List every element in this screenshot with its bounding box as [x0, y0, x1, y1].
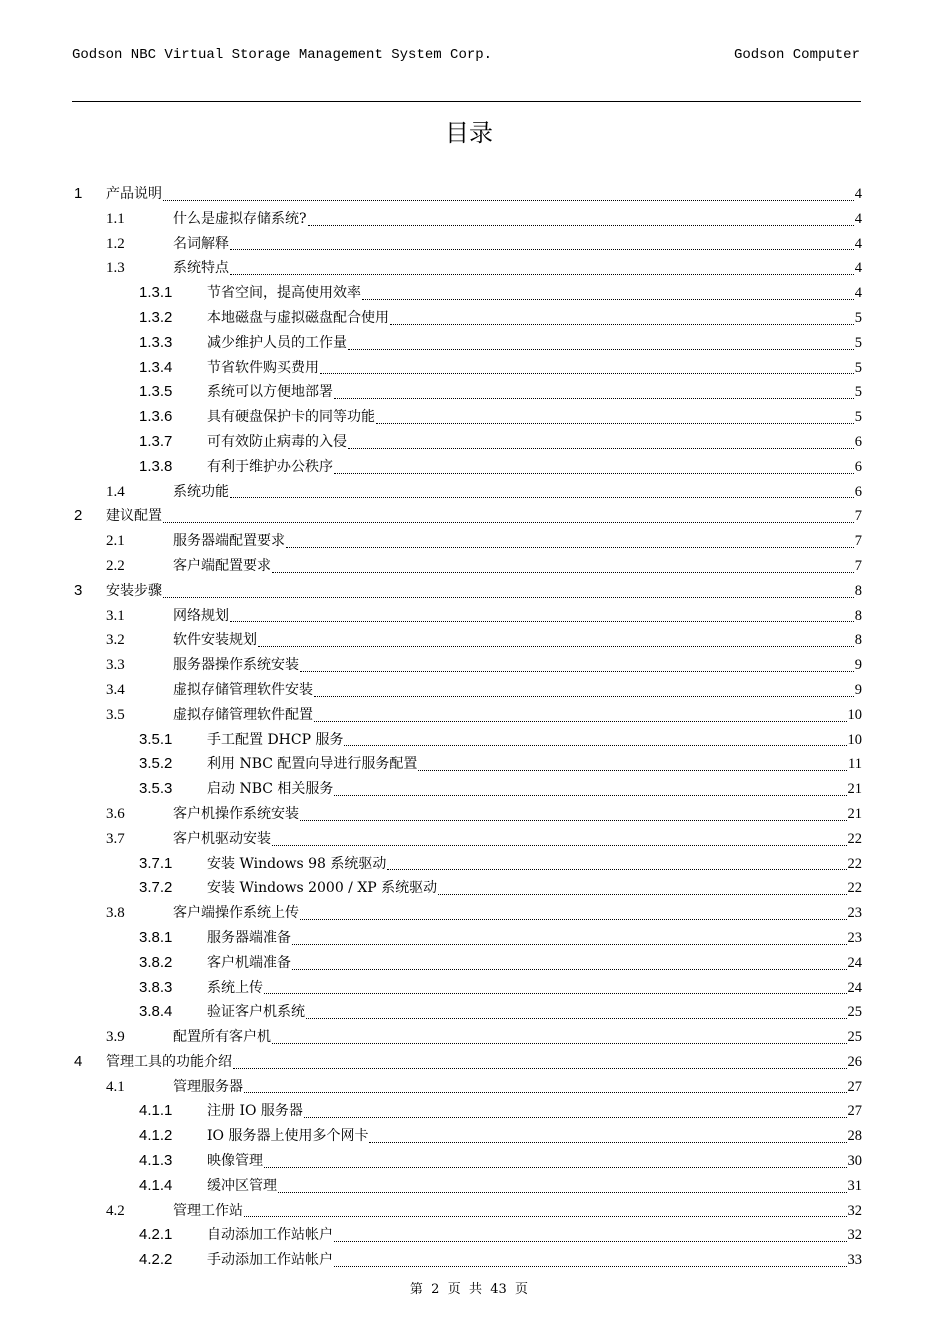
toc-dot-leader [362, 298, 854, 300]
toc-entry-number: 4 [74, 1052, 83, 1070]
toc-entry[interactable] [72, 678, 862, 703]
toc-dot-leader [272, 844, 847, 846]
toc-entry-number: 2.2 [106, 557, 125, 574]
toc-entry-number: 1.3.2 [139, 308, 173, 326]
toc-entry-number: 3.3 [106, 657, 125, 674]
toc-entry-title: 服务器端配置要求 [173, 533, 285, 550]
toc-dot-leader [300, 918, 847, 920]
toc-entry-title: 客户端操作系统上传 [173, 905, 299, 922]
toc-dot-leader [438, 893, 846, 895]
toc-entry-body [173, 1075, 862, 1100]
toc-entry-body [207, 1174, 862, 1199]
toc-entry-number: 3.8 [106, 905, 125, 922]
toc-entry-title: 客户机端准备 [207, 954, 291, 971]
toc-entry-body [173, 827, 862, 852]
toc-dot-leader [308, 224, 854, 226]
toc-entry-title: 客户机驱动安装 [173, 830, 271, 847]
toc-entry[interactable] [72, 380, 862, 405]
toc-dot-leader [304, 1116, 847, 1118]
toc-dot-leader [286, 546, 854, 548]
toc-entry-number: 4.2 [106, 1202, 125, 1219]
toc-dot-leader [272, 571, 854, 573]
toc-entry-number: 4.2.2 [139, 1251, 173, 1269]
toc-entry-number: 3.7.1 [139, 854, 173, 872]
toc-entry-number: 1.3.8 [139, 457, 173, 475]
toc-entry[interactable] [72, 653, 862, 678]
toc-entry[interactable] [72, 1174, 862, 1199]
toc-entry[interactable] [72, 256, 862, 281]
toc-entry-body [207, 1223, 862, 1248]
toc-entry-page: 8 [854, 582, 862, 599]
toc-dot-leader [314, 720, 847, 722]
toc-entry-body [106, 579, 862, 604]
toc-entry[interactable] [72, 504, 862, 529]
toc-entry-number: 4.1.2 [139, 1127, 173, 1145]
toc-entry-title: 手动添加工作站帐户 [207, 1252, 333, 1269]
toc-dot-leader [387, 868, 846, 870]
toc-entry-title: 名词解释 [173, 235, 229, 252]
toc-entry[interactable] [72, 430, 862, 455]
toc-entry-number: 3.5.1 [139, 730, 173, 748]
toc-entry-page: 5 [854, 334, 862, 351]
toc-entry-title: 启动 NBC 相关服务 [207, 781, 334, 798]
toc-entry-title: 利用 NBC 配置向导进行服务配置 [207, 756, 418, 773]
toc-entry-body [207, 455, 862, 480]
toc-entry-page: 24 [847, 954, 862, 971]
toc-entry-page: 23 [847, 905, 862, 922]
toc-entry[interactable] [72, 1099, 862, 1124]
toc-entry-body [207, 752, 862, 777]
toc-dot-leader [390, 323, 854, 325]
toc-entry-page: 7 [854, 557, 862, 574]
toc-entry-body [207, 380, 862, 405]
toc-entry[interactable] [72, 281, 862, 306]
toc-dot-leader [163, 596, 854, 598]
toc-entry-number: 2.1 [106, 533, 125, 550]
toc-entry-title: 服务器操作系统安装 [173, 657, 299, 674]
toc-entry[interactable] [72, 1124, 862, 1149]
toc-entry-title: 本地磁盘与虚拟磁盘配合使用 [207, 309, 389, 326]
toc-entry-title: 安装步骤 [106, 582, 162, 599]
toc-entry-title: 减少维护人员的工作量 [207, 334, 347, 351]
toc-entry-title: 客户机操作系统安装 [173, 805, 299, 822]
toc-entry-title: 虚拟存储管理软件配置 [173, 706, 313, 723]
toc-entry-number: 3.6 [106, 805, 125, 822]
toc-entry-title: 具有硬盘保护卡的同等功能 [207, 409, 375, 426]
toc-entry-page: 5 [854, 409, 862, 426]
header-divider [72, 101, 861, 102]
toc-entry-page: 10 [847, 731, 862, 748]
toc-dot-leader [334, 1265, 847, 1267]
toc-entry-page: 32 [847, 1202, 862, 1219]
toc-dot-leader [334, 397, 854, 399]
toc-entry[interactable] [72, 752, 862, 777]
toc-entry-title: 服务器端准备 [207, 929, 291, 946]
toc-entry-page: 25 [847, 1004, 862, 1021]
toc-entry-number: 1.3.3 [139, 333, 173, 351]
toc-entry[interactable] [72, 728, 862, 753]
toc-dot-leader [344, 744, 846, 746]
toc-dot-leader [244, 1091, 847, 1093]
toc-entry-page: 27 [847, 1078, 862, 1095]
toc-entry-body [173, 529, 862, 554]
toc-entry-title: 自动添加工作站帐户 [207, 1227, 333, 1244]
toc-entry-title: 管理服务器 [173, 1078, 243, 1095]
toc-entry-number: 4.2.1 [139, 1226, 173, 1244]
toc-entry-title: 安装 Windows 2000 / XP 系统驱动 [207, 880, 438, 897]
toc-entry-number: 3 [74, 581, 83, 599]
toc-entry-page: 27 [847, 1103, 862, 1120]
toc-entry-body [207, 331, 862, 356]
header-document-title: Godson NBC Virtual Storage Management System Corp. [72, 47, 493, 63]
toc-entry[interactable] [72, 480, 862, 505]
toc-entry-body [173, 554, 862, 579]
toc-entry-title: 安装 Windows 98 系统驱动 [207, 855, 387, 872]
toc-dot-leader [292, 968, 847, 970]
toc-entry-number: 1.4 [106, 483, 125, 500]
toc-entry-body [173, 1025, 862, 1050]
toc-entry-title: 客户端配置要求 [173, 557, 271, 574]
toc-dot-leader [334, 472, 854, 474]
toc-entry[interactable] [72, 1199, 862, 1224]
toc-entry-page: 4 [854, 210, 862, 227]
toc-entry-title: 缓冲区管理 [207, 1177, 277, 1194]
toc-entry-body [173, 232, 862, 257]
toc-entry-page: 4 [854, 235, 862, 252]
toc-dot-leader [306, 1017, 847, 1019]
toc-entry-page: 5 [854, 384, 862, 401]
table-of-contents [72, 182, 862, 1273]
toc-entry-title: 配置所有客户机 [173, 1029, 271, 1046]
toc-entry-body [207, 1248, 862, 1273]
toc-entry-page: 4 [854, 186, 862, 202]
toc-entry[interactable] [72, 1149, 862, 1174]
toc-dot-leader [258, 645, 854, 647]
toc-entry-page: 22 [847, 880, 862, 897]
toc-entry-page: 4 [854, 285, 862, 302]
toc-entry-body [207, 1099, 862, 1124]
toc-entry-number: 1.2 [106, 235, 125, 252]
toc-entry-page: 9 [854, 657, 862, 674]
toc-entry[interactable] [72, 852, 862, 877]
toc-entry[interactable] [72, 529, 862, 554]
toc-entry-title: 系统可以方便地部署 [207, 384, 333, 401]
toc-entry-number: 3.8.4 [139, 1003, 173, 1021]
toc-entry-page: 22 [847, 830, 862, 847]
toc-dot-leader [376, 422, 854, 424]
toc-entry[interactable] [72, 901, 862, 926]
toc-entry-page: 25 [847, 1029, 862, 1046]
toc-entry-body [207, 356, 862, 381]
toc-entry-body [173, 703, 862, 728]
toc-entry[interactable] [72, 356, 862, 381]
toc-entry[interactable] [72, 827, 862, 852]
toc-entry-body [207, 281, 862, 306]
toc-entry-title: 虚拟存储管理软件安装 [173, 681, 313, 698]
toc-entry-number: 4.1.1 [139, 1102, 173, 1120]
toc-dot-leader [292, 943, 847, 945]
toc-entry-page: 26 [847, 1053, 862, 1070]
toc-entry-number: 2 [74, 507, 83, 525]
toc-entry-page: 23 [847, 929, 862, 946]
toc-entry[interactable] [72, 1223, 862, 1248]
toc-entry-number: 3.9 [106, 1029, 125, 1046]
toc-entry[interactable] [72, 604, 862, 629]
toc-entry-title: 验证客户机系统 [207, 1004, 305, 1021]
toc-entry[interactable] [72, 1025, 862, 1050]
toc-entry-page: 9 [854, 681, 862, 698]
toc-entry-page: 10 [847, 706, 862, 723]
toc-entry-page: 7 [854, 533, 862, 550]
header-company: Godson Computer [733, 47, 860, 63]
toc-entry-title: 节省空间，提高使用效率 [207, 285, 361, 302]
toc-entry-number: 1.3.6 [139, 408, 173, 426]
toc-entry[interactable] [72, 976, 862, 1001]
toc-entry-body [207, 1000, 862, 1025]
toc-entry-body [173, 256, 862, 281]
toc-entry-body [207, 852, 862, 877]
toc-entry-number: 3.7 [106, 830, 125, 847]
toc-dot-leader [264, 1166, 847, 1168]
toc-entry[interactable] [72, 876, 862, 901]
toc-entry-number: 3.8.3 [139, 978, 173, 996]
toc-entry-page: 5 [854, 359, 862, 376]
toc-entry-page: 8 [854, 632, 862, 649]
toc-entry-page: 33 [847, 1252, 862, 1269]
toc-entry-number: 1.3 [106, 260, 125, 277]
toc-entry-number: 3.1 [106, 607, 125, 624]
toc-entry-title: IO 服务器上使用多个网卡 [207, 1128, 369, 1145]
page-footer: 第 2 页 共 43 页 [409, 1282, 529, 1297]
toc-dot-leader [163, 199, 854, 201]
toc-entry[interactable] [72, 1248, 862, 1273]
toc-entry-number: 4.1.3 [139, 1152, 173, 1170]
toc-entry-title: 软件安装规划 [173, 632, 257, 649]
toc-entry-body [173, 628, 862, 653]
toc-entry-body [207, 976, 862, 1001]
toc-entry-page: 5 [854, 309, 862, 326]
toc-entry-body [173, 901, 862, 926]
toc-entry-title: 什么是虚拟存储系统? [173, 210, 307, 227]
toc-entry[interactable] [72, 182, 862, 207]
toc-entry-number: 1.3.1 [139, 284, 173, 302]
toc-entry-body [207, 876, 862, 901]
toc-entry[interactable] [72, 703, 862, 728]
toc-entry-body [207, 926, 862, 951]
toc-entry-body [207, 430, 862, 455]
toc-entry-page: 28 [847, 1128, 862, 1145]
toc-entry-number: 3.5.2 [139, 755, 173, 773]
toc-dot-leader [348, 447, 854, 449]
toc-entry-body [207, 777, 862, 802]
toc-entry-title: 产品说明 [106, 186, 162, 202]
toc-entry-body [173, 604, 862, 629]
toc-entry-page: 7 [854, 508, 862, 525]
toc-entry-body [106, 1050, 862, 1075]
toc-entry-page: 24 [847, 979, 862, 996]
toc-entry-number: 3.5.3 [139, 780, 173, 798]
toc-entry-title: 手工配置 DHCP 服务 [207, 731, 344, 748]
toc-entry-number: 3.4 [106, 681, 125, 698]
toc-entry-number: 1.1 [106, 210, 125, 227]
toc-dot-leader [230, 496, 854, 498]
toc-entry[interactable] [72, 926, 862, 951]
toc-entry-body [207, 405, 862, 430]
toc-entry[interactable] [72, 207, 862, 232]
toc-entry-page: 21 [847, 805, 862, 822]
toc-entry-number: 3.5 [106, 706, 125, 723]
toc-dot-leader [233, 1067, 847, 1069]
toc-entry-page: 22 [847, 855, 862, 872]
toc-entry-title: 注册 IO 服务器 [207, 1103, 303, 1120]
toc-entry-page: 8 [854, 607, 862, 624]
toc-entry-body [173, 653, 862, 678]
toc-entry-body [106, 504, 862, 529]
toc-entry-page: 6 [854, 458, 862, 475]
toc-entry[interactable] [72, 455, 862, 480]
toc-entry[interactable] [72, 554, 862, 579]
toc-entry[interactable] [72, 1000, 862, 1025]
toc-dot-leader [244, 1215, 847, 1217]
toc-entry-body [207, 951, 862, 976]
toc-dot-leader [334, 794, 846, 796]
toc-entry-number: 4.1 [106, 1078, 125, 1095]
toc-entry-title: 映像管理 [207, 1153, 263, 1170]
toc-heading: 目录 [445, 119, 493, 147]
toc-entry-page: 30 [847, 1153, 862, 1170]
toc-entry-number: 3.8.2 [139, 953, 173, 971]
toc-entry-body [106, 182, 862, 207]
toc-entry[interactable] [72, 1050, 862, 1075]
toc-entry-number: 1.3.4 [139, 358, 173, 376]
toc-entry-page: 32 [847, 1227, 862, 1244]
toc-entry-body [207, 306, 862, 331]
toc-entry-title: 系统功能 [173, 483, 229, 500]
toc-entry-page: 4 [854, 260, 862, 277]
toc-entry[interactable] [72, 232, 862, 257]
toc-entry-page: 6 [854, 483, 862, 500]
toc-dot-leader [369, 1141, 846, 1143]
toc-dot-leader [278, 1191, 847, 1193]
toc-entry-title: 管理工作站 [173, 1202, 243, 1219]
toc-entry-title: 系统特点 [173, 260, 229, 277]
toc-dot-leader [418, 769, 847, 771]
toc-entry-title: 有利于维护办公秩序 [207, 458, 333, 475]
toc-dot-leader [320, 372, 854, 374]
toc-entry-page: 31 [847, 1177, 862, 1194]
toc-entry-page: 6 [854, 433, 862, 450]
toc-entry-title: 网络规划 [173, 607, 229, 624]
toc-entry-title: 系统上传 [207, 979, 263, 996]
toc-entry-number: 4.1.4 [139, 1176, 173, 1194]
toc-entry-title: 可有效防止病毒的入侵 [207, 433, 347, 450]
toc-entry-number: 3.7.2 [139, 879, 173, 897]
toc-entry[interactable] [72, 802, 862, 827]
toc-entry[interactable] [72, 579, 862, 604]
toc-entry-number: 1 [74, 185, 83, 202]
toc-entry[interactable] [72, 1075, 862, 1100]
toc-dot-leader [334, 1240, 847, 1242]
toc-entry-body [173, 1199, 862, 1224]
toc-entry-number: 1.3.5 [139, 383, 173, 401]
toc-dot-leader [300, 670, 854, 672]
toc-entry[interactable] [72, 777, 862, 802]
toc-entry-number: 3.8.1 [139, 928, 173, 946]
toc-entry-title: 节省软件购买费用 [207, 359, 319, 376]
toc-entry[interactable] [72, 951, 862, 976]
toc-entry-body [173, 480, 862, 505]
toc-entry-body [173, 678, 862, 703]
toc-dot-leader [230, 620, 854, 622]
toc-entry-body [173, 802, 862, 827]
toc-entry-title: 建议配置 [106, 508, 162, 525]
toc-entry-page: 11 [848, 756, 862, 773]
toc-entry-title: 管理工具的功能介绍 [106, 1053, 232, 1070]
toc-entry-number: 3.2 [106, 632, 125, 649]
toc-entry-number: 1.3.7 [139, 432, 173, 450]
toc-dot-leader [300, 819, 847, 821]
toc-entry-body [207, 1124, 862, 1149]
toc-entry[interactable] [72, 331, 862, 356]
toc-entry-body [207, 1149, 862, 1174]
toc-dot-leader [348, 348, 854, 350]
toc-entry-page: 21 [847, 781, 862, 798]
toc-entry-body [207, 728, 862, 753]
toc-dot-leader [272, 1042, 847, 1044]
toc-entry[interactable] [72, 306, 862, 331]
toc-dot-leader [230, 273, 854, 275]
toc-entry[interactable] [72, 405, 862, 430]
toc-dot-leader [230, 248, 854, 250]
toc-dot-leader [314, 695, 854, 697]
toc-entry-body [173, 207, 862, 232]
toc-dot-leader [163, 521, 854, 523]
toc-dot-leader [264, 992, 847, 994]
toc-entry[interactable] [72, 628, 862, 653]
